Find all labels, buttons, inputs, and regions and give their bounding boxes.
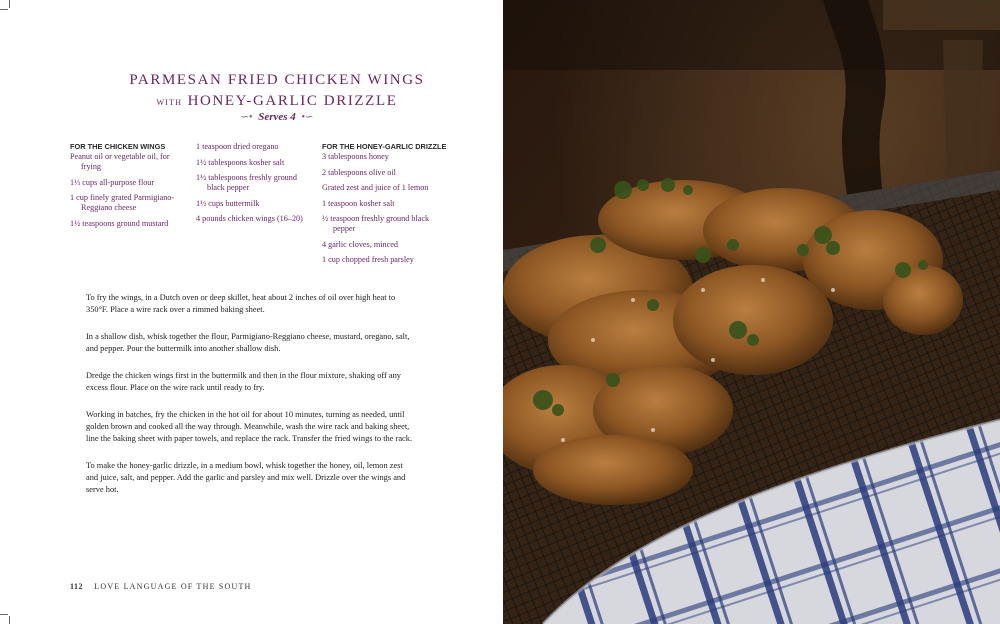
method-step: Working in batches, fry the chicken in the hot oil for about 10 minutes, turning as needed, until golden brown and cooked all the way through. Meanwhile, wash the wire rack and baking sheet, line the baking sheet with paper towels, and replace the rack. Transfer the fried wings to the rack. (86, 410, 413, 443)
ingredient-item: 4 pounds chicken wings (16–20) (196, 214, 303, 223)
ingredients-heading: FOR THE HONEY-GARLIC DRIZZLE (322, 142, 447, 151)
ingredient-item: 3 tablespoons honey (322, 152, 389, 161)
title-with: with (156, 94, 183, 108)
ingredient-item: 1 cup chopped fresh parsley (322, 255, 414, 264)
ingredient-item: 1 cup finely grated Parmigiano-Reggiano cheese (70, 193, 175, 212)
ingredients-column-3 (322, 142, 450, 271)
book-title: LOVE LANGUAGE OF THE SOUTH (94, 582, 252, 591)
ingredient-item: 1 teaspoon dried oregano (196, 142, 279, 151)
method-step: In a shallow dish, whisk together the flour, Parmigiano-Reggiano cheese, mustard, oregano, salt, and pepper. Pour the buttermilk into another shallow dish. (86, 332, 410, 353)
ingredient-item: ½ teaspoon freshly ground black pepper (322, 214, 430, 233)
ingredient-item: 4 garlic cloves, minced (322, 239, 398, 249)
method-step: To fry the wings, in a Dutch oven or deep skillet, heat about 2 inches of oil over high heat to 350°F. Place a wire rack over a rimmed baking sheet. (86, 293, 396, 314)
servings-text: Serves 4 (258, 111, 296, 123)
ingredient-item: 1½ tablespoons freshly ground black pepper (196, 173, 297, 192)
method-step: To make the honey-garlic drizzle, in a medium bowl, whisk together the honey, oil, lemon zest and juice, salt, and pepper. Add the garlic and parsley and mix well. Drizzle over the wings and serve hot. (86, 461, 406, 494)
crop-mark (9, 616, 10, 624)
ingredient-item: Peanut oil or vegetable oil, for frying (70, 152, 170, 171)
ingredient-item: 2 tablespoons olive oil (322, 167, 396, 177)
ingredients-column-2 (196, 142, 314, 230)
recipe-title-line2 (60, 93, 494, 110)
page-number: 112 (70, 582, 84, 591)
ingredients-column-1 (70, 142, 188, 234)
food-photo-illustration (503, 0, 1000, 624)
ingredient-item: 1½ teaspoons ground mustard (70, 218, 169, 228)
method-step: Dredge the chicken wings first in the buttermilk and then in the flour mixture, shaking off any excess flour. Place on the wire rack until ready to fry. (86, 371, 401, 392)
ornament-right-icon: •∽ (301, 112, 314, 123)
page-footer (70, 582, 252, 591)
servings (60, 111, 494, 123)
ornament-left-icon: ∽• (240, 112, 253, 123)
method-instructions (86, 292, 416, 511)
ingredient-item: 1½ tablespoons kosher salt (196, 157, 285, 167)
crop-mark (9, 0, 10, 8)
recipe-title-line1: PARMESAN FRIED CHICKEN WINGS (129, 72, 425, 88)
chicken-wings-photo (503, 0, 1000, 624)
ingredient-item: 1⅓ cups all-purpose flour (70, 177, 155, 187)
ingredient-item: 1½ cups buttermilk (196, 198, 260, 208)
ingredient-item: Grated zest and juice of 1 lemon (322, 183, 429, 192)
ingredients-heading: FOR THE CHICKEN WINGS (70, 142, 166, 151)
crop-mark (0, 9, 8, 10)
ingredient-item: 1 teaspoon kosher salt (322, 198, 395, 208)
title-line2-rest: HONEY-GARLIC DRIZZLE (187, 93, 398, 109)
crop-mark (0, 614, 8, 615)
